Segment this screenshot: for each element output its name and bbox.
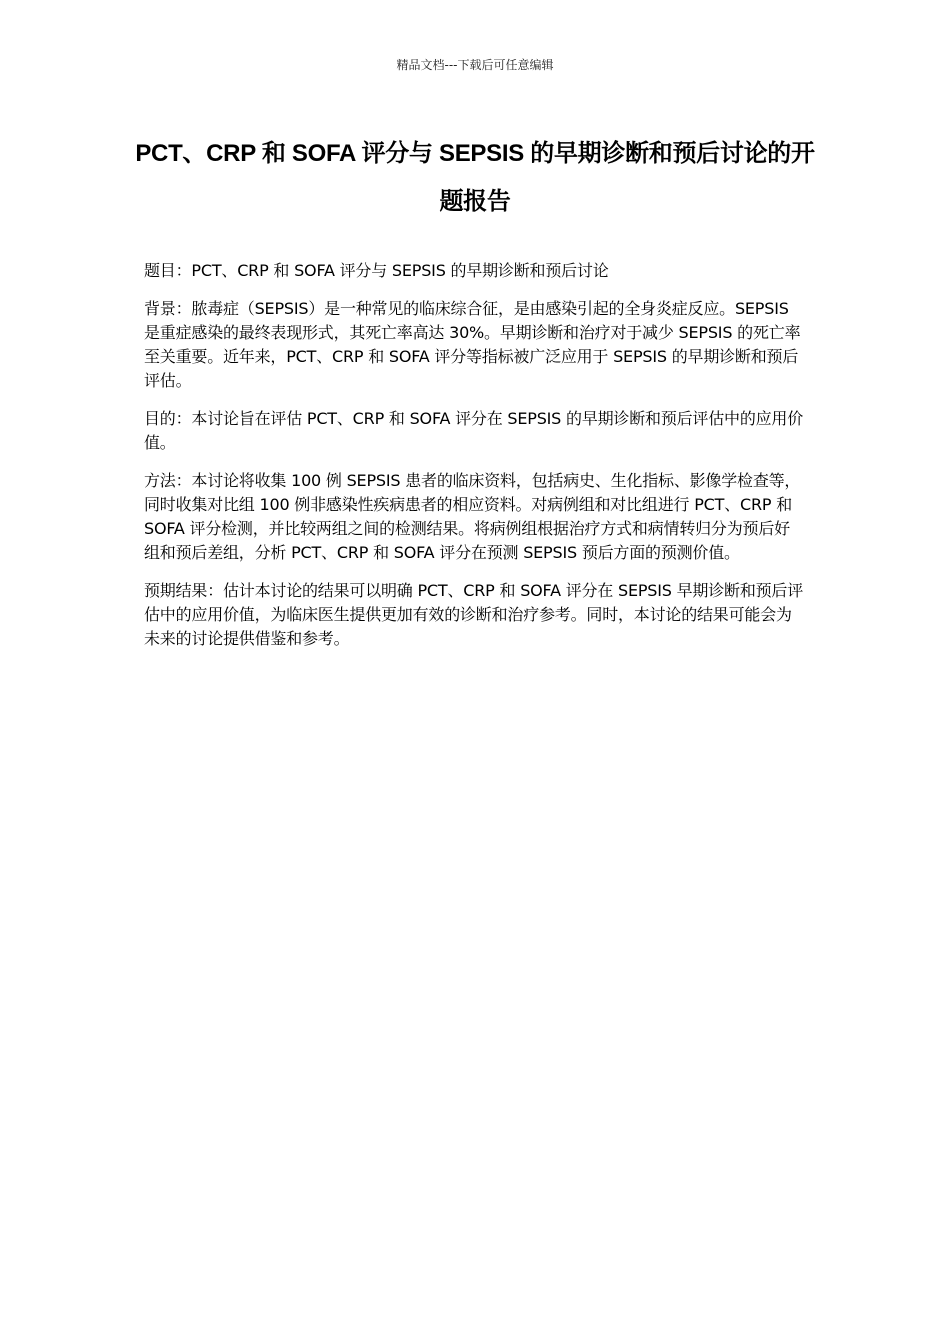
- paragraph-purpose: 目的：本讨论旨在评估 PCT、CRP 和 SOFA 评分在 SEPSIS 的早期诊断和预后评估中的应用价值。: [144, 409, 804, 452]
- paragraph-method: 方法：本讨论将收集 100 例 SEPSIS 患者的临床资料，包括病史、生化指标、影像学检查等，同时收集对比组 100 例非感染性疾病患者的相应资料。对病例组和对比组进行 PCT、CRP 和 SOFA 评分检测，并比较两组之间的检测结果。将病例组根据治疗方式和病情转归分为预后好组和预后差组，分析 PCT、CRP 和 SOFA 评分在预测 SEPSIS 预后方面的预测价值。: [144, 471, 801, 562]
- page-header: 精品文档---下载后可任意编辑: [396, 58, 554, 72]
- document-body: [144, 259, 804, 665]
- paragraph-expected-results: 预期结果：估计本讨论的结果可以明确 PCT、CRP 和 SOFA 评分在 SEPSIS 早期诊断和预后评估中的应用价值，为临床医生提供更加有效的诊断和治疗参考。同时，本讨论的结果可能会为未来的讨论提供借鉴和参考。: [144, 581, 804, 648]
- paragraph-background: 背景：脓毒症（SEPSIS）是一种常见的临床综合征，是由感染引起的全身炎症反应。SEPSIS 是重症感染的最终表现形式，其死亡率高达 30%。早期诊断和治疗对于减少 SEPSIS 的死亡率至关重要。近年来，PCT、CRP 和 SOFA 评分等指标被广泛应用于 SEPSIS 的早期诊断和预后评估。: [144, 299, 801, 390]
- document-title: PCT、CRP 和 SOFA 评分与 SEPSIS 的早期诊断和预后讨论的开题报告: [135, 140, 815, 215]
- paragraph-topic: 题目：PCT、CRP 和 SOFA 评分与 SEPSIS 的早期诊断和预后讨论: [144, 261, 609, 280]
